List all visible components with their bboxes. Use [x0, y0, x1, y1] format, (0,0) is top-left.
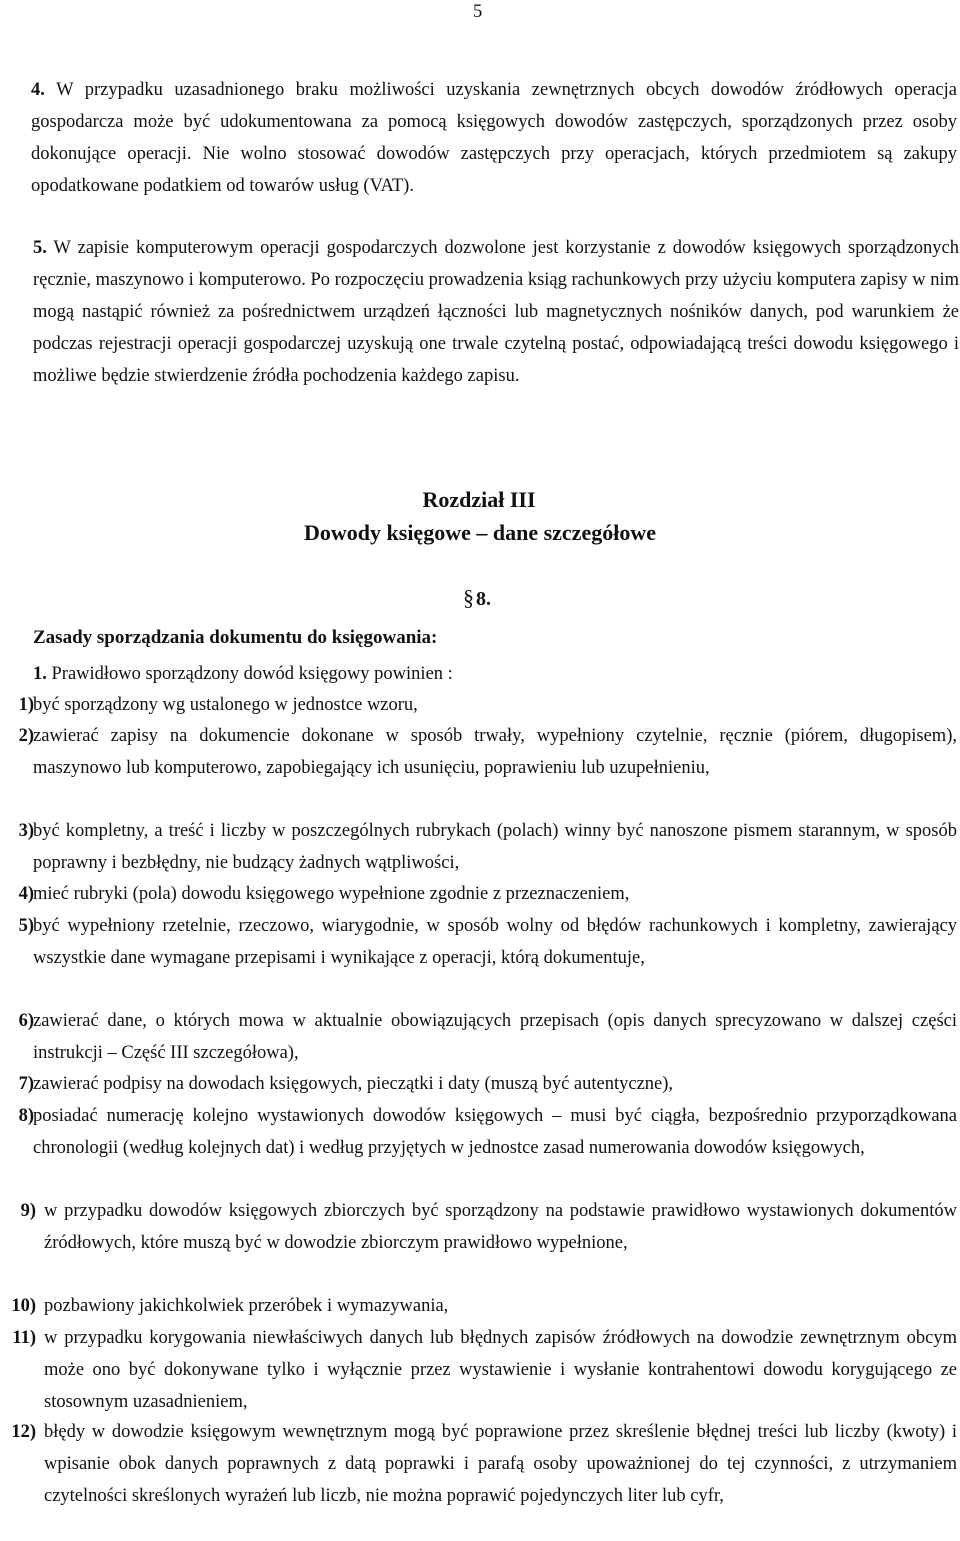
list-item-text: błędy w dowodzie księgowym wewnętrznym mogą być poprawione przez skreślenie błędnej treści lub liczby (kwoty) i wpisanie obok danych poprawnych z datą poprawki i parafą osoby upoważnionej do tej czynności, z utrzymaniem czytelności skreślonych wyrażeń lub liczb, nie można poprawić pojedynczych liter lub cyfr,	[44, 1422, 957, 1506]
list-item-text: w przypadku dowodów księgowych zbiorczych być sporządzony na podstawie prawidłowo wystawionych dokumentów źródłowych, które muszą być w dowodzie zbiorczym prawidłowo wypełnione,	[44, 1201, 957, 1253]
list-item-number: 3)	[18, 821, 34, 841]
list-item-number: 8)	[18, 1106, 34, 1126]
paragraph-4-number: 4.	[31, 80, 45, 100]
list-item-text: mieć rubryki (pola) dowodu księgowego wypełnione zgodnie z przeznaczeniem,	[33, 884, 630, 904]
intro-number: 1.	[33, 664, 47, 684]
list-item-number: 9)	[20, 1201, 36, 1221]
list-item-number: 11)	[12, 1328, 36, 1348]
section-heading	[463, 584, 491, 613]
list-item-number: 10)	[11, 1296, 36, 1316]
list-item-number: 12)	[11, 1422, 36, 1442]
intro-text: Prawidłowo sporządzony dowód księgowy powinien :	[51, 664, 453, 684]
paragraph-5-text: W zapisie komputerowym operacji gospodarczych dozwolone jest korzystanie z dowodów księgowych sporządzonych ręcznie, maszynowo i komputerowo. Po rozpoczęciu prowadzenia ksiąg rachunkowych przy użyciu komputera zapisy w nim mogą nastąpić również za pośrednictwem urządzeń łączności lub magnetycznych nośników danych, pod warunkiem że podczas rejestracji operacji gospodarczej uzyskują one trwale czytelną postać, odpowiadającą treści dowodu księgowego i możliwe będzie stwierdzenie źródła pochodzenia każdego zapisu.	[33, 238, 959, 386]
list-item-number: 7)	[18, 1074, 34, 1094]
list-item-text: być kompletny, a treść i liczby w poszczególnych rubrykach (polach) winny być nanoszone pismem starannym, w sposób poprawny i bezbłędny, nie budzący żadnych wątpliwości,	[33, 821, 957, 873]
list-item-number: 6)	[18, 1011, 34, 1031]
list-item-text: pozbawiony jakichkolwiek przeróbek i wymazywania,	[44, 1296, 449, 1316]
list-item-text: być wypełniony rzetelnie, rzeczowo, wiarygodnie, w sposób wolny od błędów rachunkowych i kompletny, zawierający wszystkie dane wymagane przepisami i wynikające z operacji, którą dokumentuje,	[33, 916, 957, 968]
list-item-text: w przypadku korygowania niewłaściwych danych lub błędnych zapisów źródłowych na dowodzie zewnętrznym obcym może ono być dokonywane tylko i wyłącznie przez wystawienie i wysłanie kontrahentowi dowodu korygującego ze stosownym uzasadnieniem,	[44, 1328, 957, 1412]
section-number: 8.	[476, 588, 491, 610]
paragraph-4-text: W przypadku uzasadnionego braku możliwości uzyskania zewnętrznych obcych dowodów źródłowych operacja gospodarcza może być udokumentowana za pomocą księgowych dowodów zastępczych, sporządzonych przez osoby dokonujące operacji. Nie wolno stosować dowodów zastępczych przy operacjach, których przedmiotem są zakupy opodatkowane podatkiem od towarów usług (VAT).	[31, 80, 957, 196]
intro-line	[33, 658, 453, 690]
list-item-text: zawierać dane, o których mowa w aktualnie obowiązujących przepisach (opis danych sprecyzowano w dalszej części instrukcji – Część III szczegółowa),	[33, 1011, 957, 1063]
list-item-number: 2)	[18, 726, 34, 746]
chapter-title: Rozdział III	[422, 487, 536, 512]
chapter-subtitle: Dowody księgowe – dane szczegółowe	[304, 520, 656, 545]
list-item-number: 4)	[18, 884, 34, 904]
list-item-text: zawierać zapisy na dokumencie dokonane w sposób trwały, wypełniony czytelnie, ręcznie (piórem, długopisem), maszynowo lub komputerowo, zapobiegający ich usunięciu, poprawieniu lub uzupełnieniu,	[33, 726, 957, 778]
page-number: 5	[473, 2, 483, 22]
paragraph-5-number: 5.	[33, 238, 47, 258]
list-item-text: być sporządzony wg ustalonego w jednostce wzoru,	[33, 695, 418, 715]
section-symbol: §	[463, 585, 474, 610]
subheading: Zasady sporządzania dokumentu do księgowania:	[33, 627, 438, 648]
list-item-number: 1)	[18, 695, 34, 715]
list-item-text: zawierać podpisy na dowodach księgowych, pieczątki i daty (muszą być autentyczne),	[33, 1074, 674, 1094]
paragraph-4	[31, 74, 957, 202]
list-item-text: posiadać numerację kolejno wystawionych dowodów księgowych – musi być ciągła, bezpośrednio przyporządkowana chronologii (według kolejnych dat) i według przyjętych w jednostce zasad numerowania dowodów księgowych,	[33, 1106, 957, 1158]
paragraph-5	[33, 232, 959, 392]
list-item-number: 5)	[18, 916, 34, 936]
